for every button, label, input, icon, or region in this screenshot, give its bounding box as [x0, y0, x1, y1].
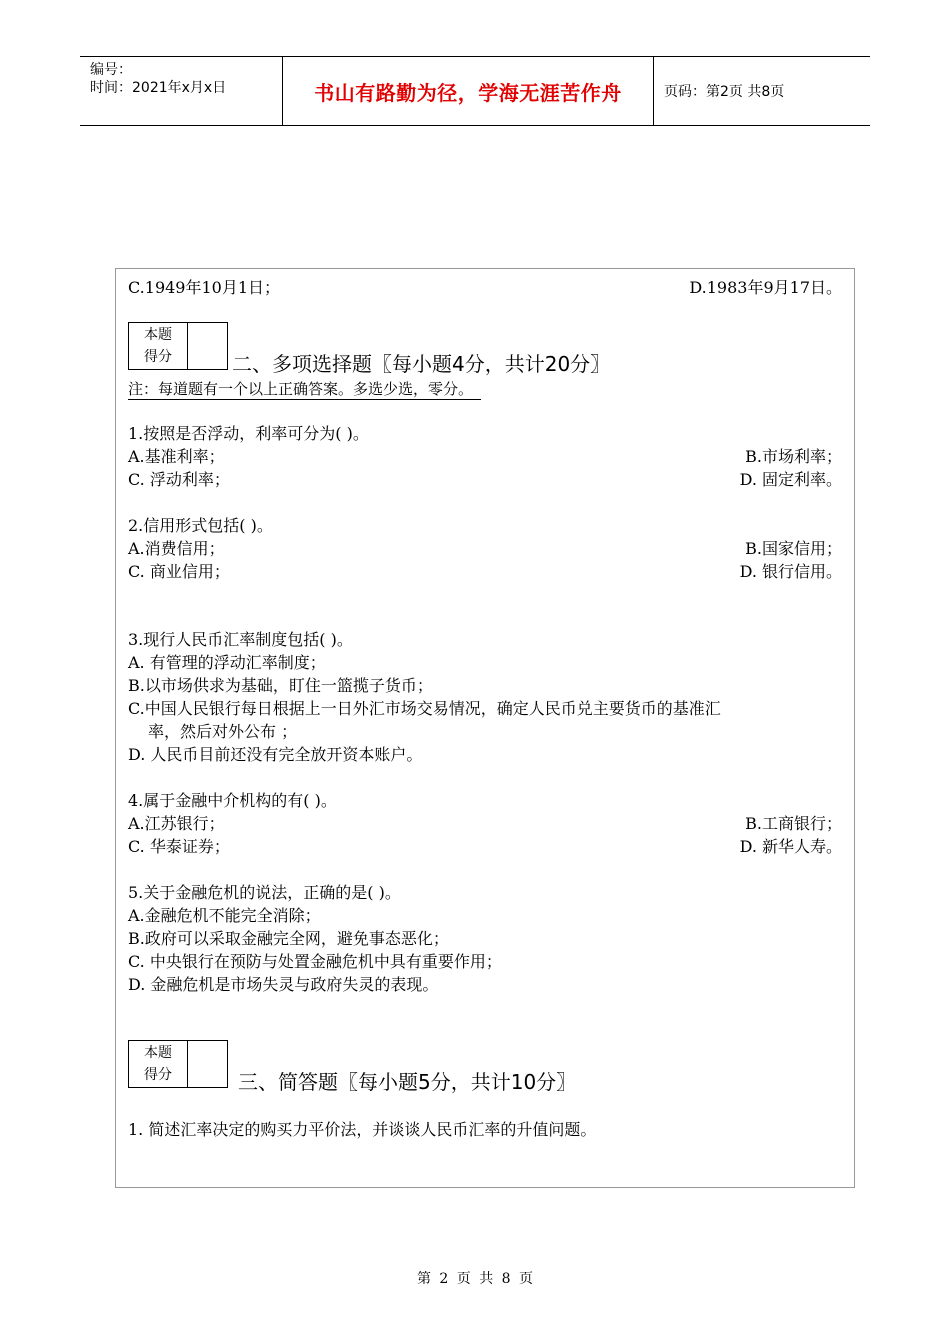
q5-option-b: B.政府可以采取金融完全网，避免事态恶化； [128, 929, 449, 948]
page-footer: 第 2 页 共 8 页 [416, 1271, 534, 1287]
score-box-label [129, 323, 188, 369]
q1-option-d: D. 固定利率。 [739, 470, 842, 489]
q1-option-a: A.基准利率； [128, 447, 225, 466]
page-header [80, 56, 870, 126]
q5-option-a: A.金融危机不能完全消除； [128, 906, 321, 925]
q3-option-c-line2: 率，然后对外公布 ； [148, 722, 298, 741]
header-meta [80, 57, 282, 125]
q4-stem: 4.属于金融中介机构的有( )。 [128, 791, 337, 810]
section3-title: 三、简答题〖每小题5分，共计10分〗 [238, 1070, 577, 1094]
document-number-label: 编号： [90, 62, 132, 78]
score-box-label [129, 1041, 188, 1087]
q1-stem: 1.按照是否浮动，利率可分为( )。 [128, 424, 369, 443]
header-motto: 书山有路勤为径，学海无涯苦作舟 [282, 57, 654, 125]
score-box-section2 [128, 322, 228, 370]
q5-option-d: D. 金融危机是市场失灵与政府失灵的表现。 [128, 975, 439, 994]
q4-option-a: A.江苏银行； [128, 814, 225, 833]
score-box-label-line2: 得分 [144, 349, 172, 365]
q4-option-d: D. 新华人寿。 [739, 837, 842, 856]
score-box-section3 [128, 1040, 228, 1088]
q2-stem: 2.信用形式包括( )。 [128, 516, 273, 535]
q2-option-b: B.国家信用； [745, 539, 842, 558]
header-page-number: 页码：第2页 共8页 [664, 84, 785, 100]
q5-option-c: C. 中央银行在预防与处置金融危机中具有重要作用； [128, 952, 502, 971]
q3-option-b: B.以市场供求为基础，盯住一篮揽子货币； [128, 676, 433, 695]
section2-title: 二、多项选择题〖每小题4分，共计20分〗 [232, 352, 611, 376]
q2-option-c: C. 商业信用； [128, 562, 230, 581]
q3-option-c-line1: C.中国人民银行每日根据上一日外汇市场交易情况，确定人民币兑主要货币的基准汇 [128, 699, 721, 718]
q4-option-c: C. 华泰证券； [128, 837, 230, 856]
score-box-label-line2: 得分 [144, 1067, 172, 1083]
q3-stem: 3.现行人民币汇率制度包括( )。 [128, 630, 353, 649]
prev-question-option-d: D.1983年9月17日。 [689, 278, 842, 297]
prev-question-option-c: C.1949年10月1日； [128, 278, 281, 297]
q3-option-a: A. 有管理的浮动汇率制度； [128, 653, 326, 672]
section2-note: 注：每道题有一个以上正确答案。多选少选，零分。 [128, 379, 481, 400]
section3-q1: 1. 简述汇率决定的购买力平价法，并谈谈人民币汇率的升值问题。 [128, 1120, 597, 1139]
q2-option-a: A.消费信用； [128, 539, 225, 558]
document-date: 时间：2021年x月x日 [90, 80, 227, 96]
q1-option-c: C. 浮动利率； [128, 470, 230, 489]
q5-stem: 5.关于金融危机的说法，正确的是( )。 [128, 883, 401, 902]
q2-option-d: D. 银行信用。 [739, 562, 842, 581]
q4-option-b: B.工商银行； [745, 814, 842, 833]
score-box-label-line1: 本题 [144, 1045, 172, 1061]
q1-option-b: B.市场利率； [745, 447, 842, 466]
exam-content-frame [115, 268, 855, 1188]
q3-option-d: D. 人民币目前还没有完全放开资本账户。 [128, 745, 423, 764]
score-box-label-line1: 本题 [144, 327, 172, 343]
